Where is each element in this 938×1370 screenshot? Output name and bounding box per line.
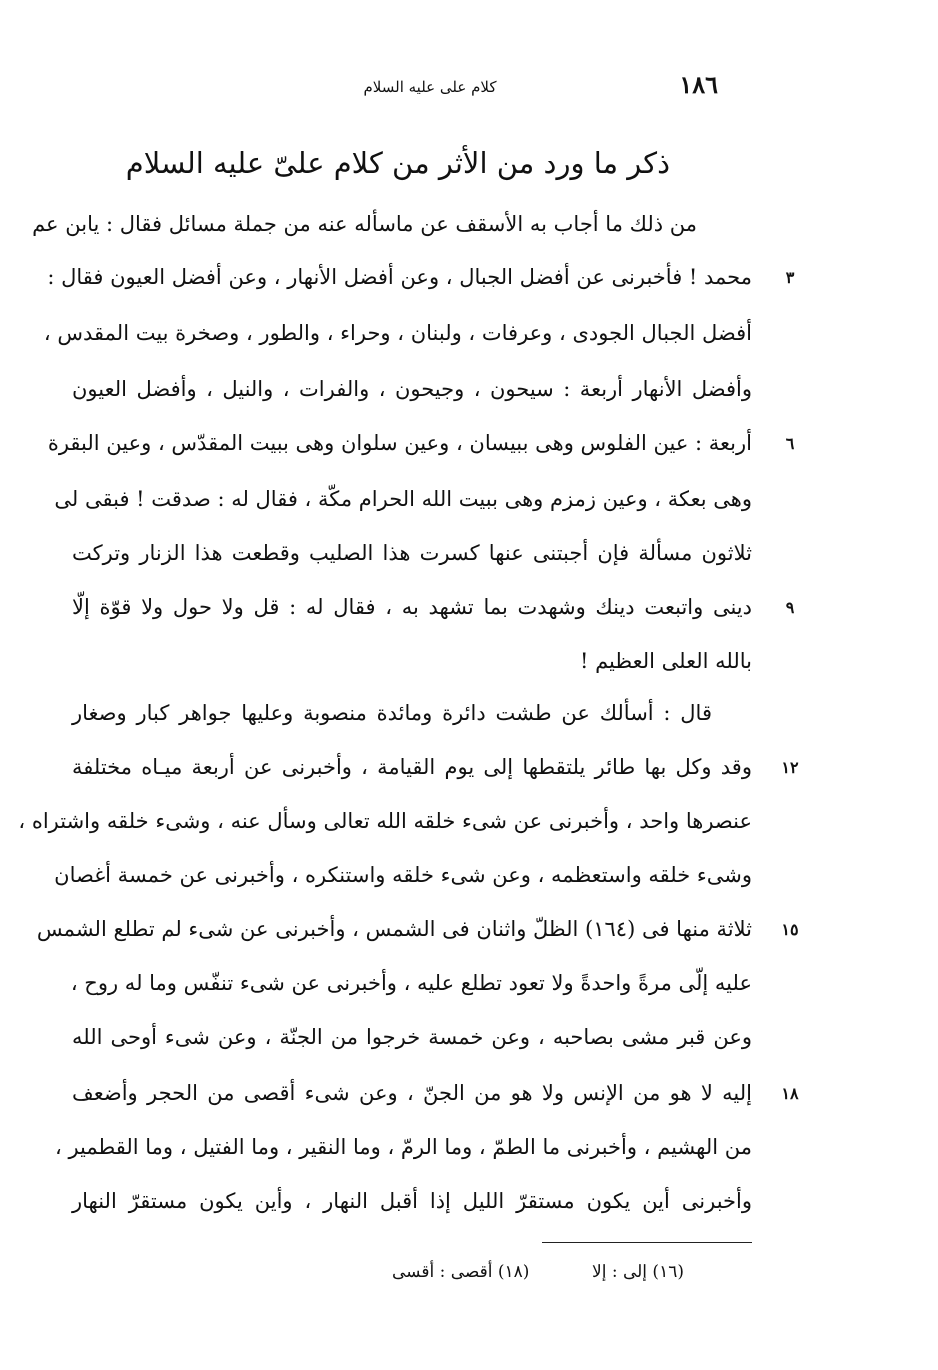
- page-number: ١٨٦: [679, 70, 718, 99]
- text-line-11: وقد وكل بها طائر يلتقطها إلى يوم القيامة ، وأخبرنى عن أربعة ميـاه مختلفة: [72, 755, 752, 779]
- text-line-2: محمد ! فأخبرنى عن أفضل الجبال ، وعن أفضل الأنهار ، وعن أفضل العيون فقال :: [47, 265, 752, 289]
- line-number-6: ٦: [785, 434, 795, 453]
- text-line-8: دينى واتبعت دينك وشهدت بما تشهد به ، فقال له : قل ولا حول ولا قوّة إلّا: [72, 595, 752, 619]
- text-line-1: من ذلك ما أجاب به الأسقف عن ماسأله عنه من جملة مسائل فقال : يابن عم: [32, 212, 697, 236]
- text-line-7: ثلاثون مسألة فإن أجبتنى عنها كسرت هذا الصليب وقطعت هذا الزنار وتركت: [72, 541, 752, 565]
- footnote-divider: [542, 1242, 752, 1243]
- text-line-6: وهى بعكة ، وعين زمزم وهى ببيت الله الحرام مكّة ، فقال له : صدقت ! فبقى لى: [54, 487, 752, 511]
- line-number-3: ٣: [785, 268, 795, 287]
- line-number-18: ١٨: [781, 1084, 799, 1103]
- text-line-5: أربعة : عين الفلوس وهى ببيسان ، وعين سلوان وهى ببيت المقدّس ، وعين البقرة: [47, 431, 752, 455]
- text-line-13: وشىء خلقه واستعظمه ، وعن شىء خلقه واستنكره ، وأخبرنى عن خمسة أغصان: [54, 863, 752, 887]
- line-number-12: ١٢: [781, 758, 799, 777]
- running-head-title: كلام على عليه السلام: [363, 78, 497, 96]
- footnote-16: (١٦) إلى : إلا: [592, 1262, 684, 1282]
- text-line-9: بالله العلى العظيم !: [579, 649, 752, 673]
- footnote-18: (١٨) أقصى : أقسى: [392, 1262, 530, 1282]
- line-number-9: ٩: [785, 598, 795, 617]
- text-line-17: إليه لا هو من الإنس ولا هو من الجنّ ، وعن شىء أقصى من الحجر وأضعف: [72, 1081, 752, 1105]
- text-line-18: من الهشيم ، وأخبرنى ما الطمّ ، وما الرمّ ، وما النقير ، وما الفتيل ، وما القطمير ،: [55, 1135, 752, 1159]
- text-line-15: عليه إلّى مرةً واحدةً ولا تعود تطلع عليه ، وأخبرنى عن شىء تنفّس وما له روح ،: [70, 971, 752, 995]
- line-number-15: ١٥: [781, 920, 799, 939]
- text-line-10: قال : أسألك عن طشت دائرة ومائدة منصوبة وعليها جواهر كبار وصغار: [72, 701, 712, 725]
- text-line-16: وعن قبر مشى بصاحبه ، وعن خمسة خرجوا من الجنّة ، وعن شىء أوحى الله: [72, 1025, 752, 1049]
- text-line-12: عنصرها واحد ، وأخبرنى عن شىء خلقه الله تعالى وسأل عنه ، وشىء خلقه واشتراه ،: [18, 809, 752, 833]
- text-line-14: ثلاثة منها فى (١٦٤) الظلّ واثنان فى الشمس ، وأخبرنى عن شىء لم تطلع الشمس: [36, 917, 752, 941]
- section-title: ذكر ما ورد من الأثر من كلام علىّ عليه السلام: [125, 146, 670, 180]
- text-line-4: وأفضل الأنهار أربعة : سيحون ، وجيحون ، والفرات ، والنيل ، وأفضل العيون: [72, 377, 752, 401]
- text-line-3: أفضل الجبال الجودى ، وعرفات ، ولبنان ، وحراء ، والطور ، وصخرة بيت المقدس ،: [43, 321, 752, 345]
- text-line-19: وأخبرنى أين يكون مستقرّ الليل إذا أقبل النهار ، وأين يكون مستقرّ النهار: [72, 1189, 752, 1213]
